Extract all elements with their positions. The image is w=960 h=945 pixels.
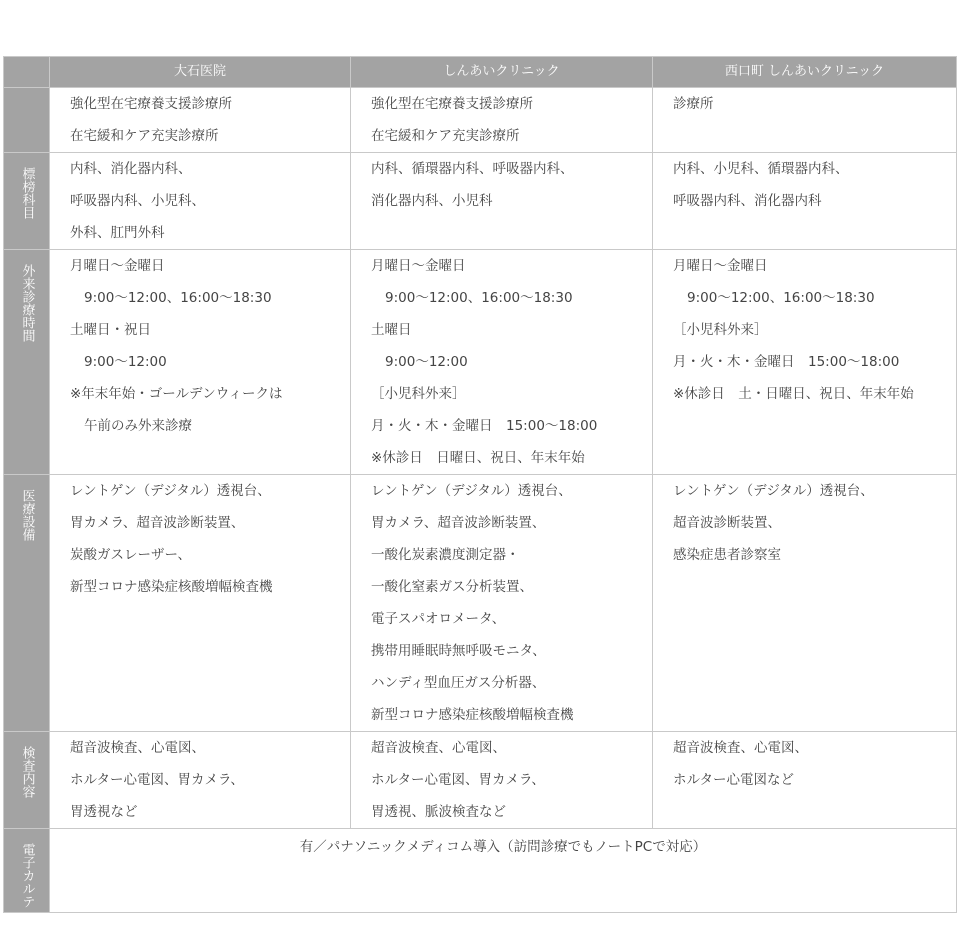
column-header-shinai: しんあいクリニック <box>351 57 653 88</box>
cell-line: 強化型在宅療養支援診療所 <box>371 96 533 112</box>
cell-line: ハンディ型血圧ガス分析器、 <box>371 675 546 691</box>
cell-line: 炭酸ガスレーザー、 <box>70 547 191 563</box>
table-cell <box>50 250 351 475</box>
table-cell <box>653 153 957 250</box>
cell-line: ホルター心電図など <box>673 772 794 788</box>
row-header-label: 医療設備 <box>19 489 35 541</box>
row-header-label-line2: カルテ <box>19 869 35 908</box>
cell-line: 9:00～12:00、16:00～18:30 <box>84 290 272 306</box>
row-header-label: 外来診療時間 <box>19 264 35 342</box>
corner-cell <box>4 57 50 88</box>
cell-line: 月曜日～金曜日 <box>70 258 165 274</box>
cell-line: 胃透視、脈波検査など <box>371 804 506 820</box>
cell-line: 超音波診断装置、 <box>673 515 781 531</box>
cell-line: 月・火・木・金曜日 15:00～18:00 <box>371 418 598 434</box>
cell-line: ※年末年始・ゴールデンウィークは <box>70 386 283 402</box>
column-header-nishiguchi: 西口町 しんあいクリニック <box>653 57 957 88</box>
row-header-examinations <box>4 732 50 829</box>
row-header-departments <box>4 153 50 250</box>
cell-line: 土曜日・祝日 <box>70 322 151 338</box>
cell-line: 内科、消化器内科、 <box>70 161 192 177</box>
cell-line: ［小児科外来］ <box>673 322 768 338</box>
table-cell <box>653 250 957 475</box>
cell-line: 在宅緩和ケア充実診療所 <box>371 128 520 144</box>
cell-line: 9:00～12:00、16:00～18:30 <box>385 290 573 306</box>
cell-line: 診療所 <box>673 96 714 112</box>
table-cell <box>50 732 351 829</box>
table-row-type <box>4 88 957 153</box>
table-cell <box>50 475 351 732</box>
cell-line: 9:00～12:00 <box>84 354 167 370</box>
cell-line: レントゲン（デジタル）透視台、 <box>70 483 271 499</box>
cell-line: 在宅緩和ケア充実診療所 <box>70 128 219 144</box>
ekarte-value: 有／パナソニックメディコム導入（訪問診療でもノートPCで対応） <box>50 829 957 913</box>
table-cell <box>653 88 957 153</box>
table-row-outpatient-hours <box>4 250 957 475</box>
cell-line: 9:00～12:00 <box>385 354 468 370</box>
cell-line: 土曜日 <box>371 322 412 338</box>
header-row <box>4 57 957 88</box>
table-cell <box>351 732 653 829</box>
row-header-equipment <box>4 475 50 732</box>
cell-line: 消化器内科、小児科 <box>371 193 493 209</box>
cell-line: レントゲン（デジタル）透視台、 <box>371 483 572 499</box>
cell-line: ［小児科外来］ <box>371 386 466 402</box>
cell-line: 月曜日～金曜日 <box>673 258 768 274</box>
table-row-ekarte <box>4 829 957 913</box>
cell-line: 一酸化炭素濃度測定器・ <box>371 547 520 563</box>
cell-line: 超音波検査、心電図、 <box>70 740 205 756</box>
row-header-label <box>20 843 34 908</box>
table-row-departments <box>4 153 957 250</box>
cell-line: ホルター心電図、胃カメラ、 <box>371 772 545 788</box>
cell-line: 午前のみ外来診療 <box>84 418 192 434</box>
row-header-label: 標榜科目 <box>19 167 35 219</box>
row-header-ekarte <box>4 829 50 913</box>
table-cell <box>50 88 351 153</box>
table-cell <box>351 153 653 250</box>
cell-line: 感染症患者診察室 <box>673 547 781 563</box>
clinic-comparison <box>3 56 956 913</box>
table-cell <box>653 732 957 829</box>
table-row-examinations <box>4 732 957 829</box>
cell-line: 外科、肛門外科 <box>70 225 165 241</box>
cell-line: 月曜日～金曜日 <box>371 258 466 274</box>
cell-line: 超音波検査、心電図、 <box>371 740 506 756</box>
cell-line: 内科、小児科、循環器内科、 <box>673 161 849 177</box>
cell-line: 携帯用睡眠時無呼吸モニタ、 <box>371 643 546 659</box>
cell-line: ※休診日 土・日曜日、祝日、年末年始 <box>673 386 914 402</box>
table-cell <box>351 88 653 153</box>
cell-line: 内科、循環器内科、呼吸器内科、 <box>371 161 574 177</box>
cell-line: 胃カメラ、超音波診断装置、 <box>371 515 546 531</box>
cell-line: 一酸化窒素ガス分析装置、 <box>371 579 533 595</box>
cell-line: レントゲン（デジタル）透視台、 <box>673 483 874 499</box>
cell-line: ホルター心電図、胃カメラ、 <box>70 772 244 788</box>
table-cell <box>351 250 653 475</box>
row-header-type <box>4 88 50 153</box>
cell-line: 胃透視など <box>70 804 138 820</box>
cell-line: 呼吸器内科、消化器内科 <box>673 193 822 209</box>
cell-line: 呼吸器内科、小児科、 <box>70 193 205 209</box>
table-cell <box>351 475 653 732</box>
cell-line: 強化型在宅療養支援診療所 <box>70 96 232 112</box>
cell-line: 新型コロナ感染症核酸増幅検査機 <box>371 707 574 723</box>
comparison-table <box>3 56 957 913</box>
cell-line: 胃カメラ、超音波診断装置、 <box>70 515 245 531</box>
row-header-outpatient-hours <box>4 250 50 475</box>
table-row-equipment <box>4 475 957 732</box>
cell-line: 電子スパオロメータ、 <box>371 611 506 627</box>
cell-line: 超音波検査、心電図、 <box>673 740 808 756</box>
table-cell <box>653 475 957 732</box>
row-header-label: 検査内容 <box>19 746 35 798</box>
column-header-oishi: 大石医院 <box>50 57 351 88</box>
cell-line: 月・火・木・金曜日 15:00～18:00 <box>673 354 900 370</box>
table-cell <box>50 153 351 250</box>
cell-line: 新型コロナ感染症核酸増幅検査機 <box>70 579 273 595</box>
cell-line: 9:00～12:00、16:00～18:30 <box>687 290 875 306</box>
row-header-label-line1: 電子 <box>19 843 35 869</box>
cell-line: ※休診日 日曜日、祝日、年末年始 <box>371 450 585 466</box>
table-body <box>4 88 957 829</box>
